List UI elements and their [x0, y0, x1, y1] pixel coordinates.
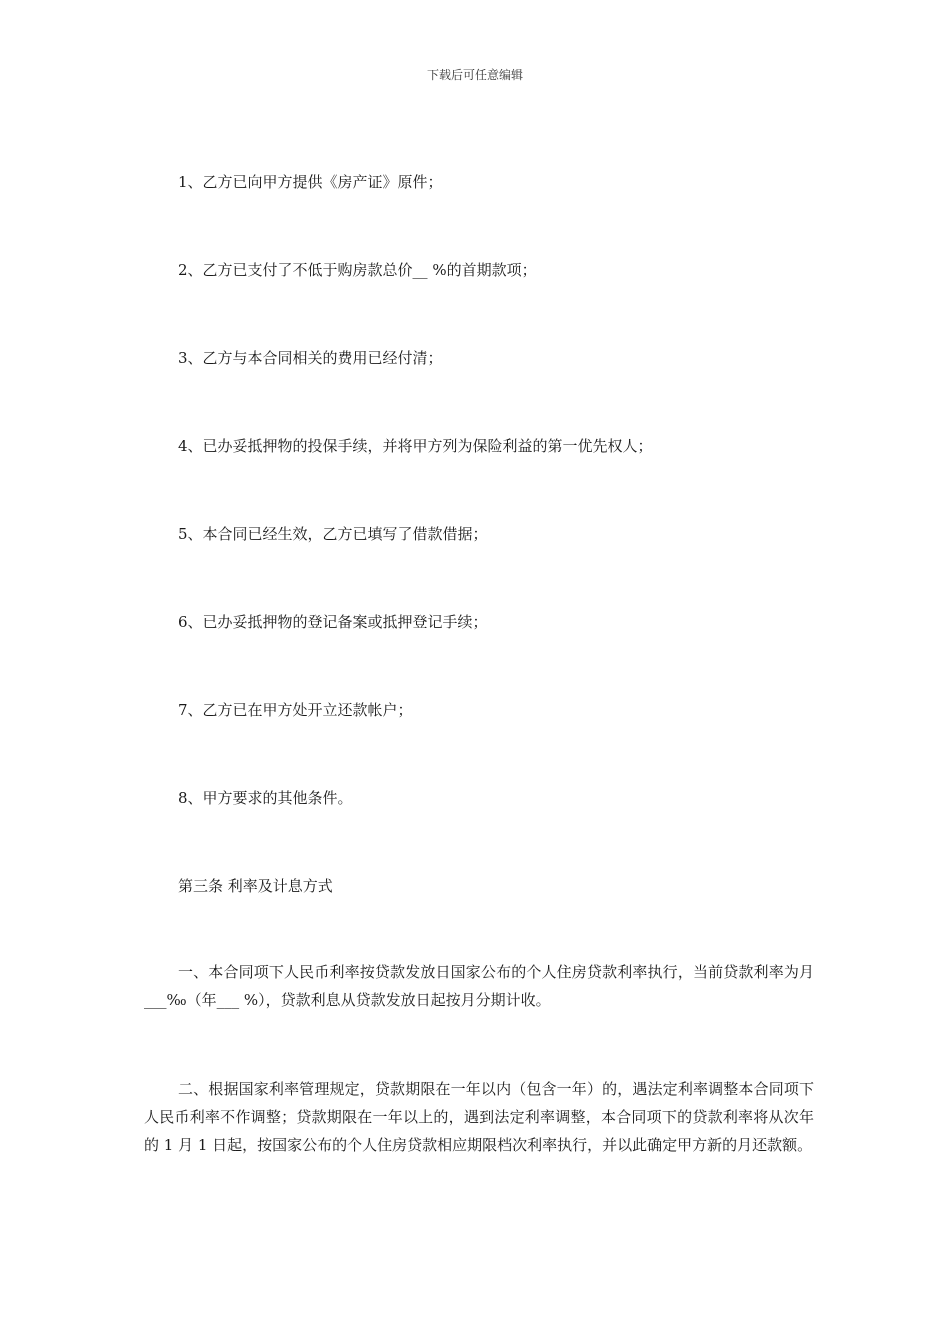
condition-8: 8、甲方要求的其他条件。 [178, 789, 353, 807]
article-title: 第三条 利率及计息方式 [178, 877, 333, 895]
condition-2: 2、乙方已支付了不低于购房款总价__ %的首期款项； [178, 261, 537, 279]
condition-4: 4、已办妥抵押物的投保手续，并将甲方列为保险利益的第一优先权人； [178, 437, 653, 455]
article-paragraph-1: 一、本合同项下人民币利率按贷款发放日国家公布的个人住房贷款利率执行，当前贷款利率为月 ___‰（年___ %），贷款利息从贷款发放日起按月分期计收。 [144, 963, 814, 1009]
condition-6: 6、已办妥抵押物的登记备案或抵押登记手续； [178, 613, 488, 631]
article-paragraph-2: 二、根据国家利率管理规定，贷款期限在一年以内（包含一年）的，遇法定利率调整本合同项下人民币利率不作调整；贷款期限在一年以上的，遇到法定利率调整，本合同项下的贷款利率将从次年的 1 月 1 日起，按国家公布的个人住房贷款相应期限档次利率执行，并以此确定甲方新的月还款额。 [144, 1080, 814, 1154]
condition-3: 3、乙方与本合同相关的费用已经付清； [178, 349, 443, 367]
condition-7: 7、乙方已在甲方处开立还款帐户； [178, 701, 413, 719]
condition-1: 1、乙方已向甲方提供《房产证》原件； [178, 173, 443, 191]
condition-5: 5、本合同已经生效，乙方已填写了借款借据； [178, 525, 488, 543]
page-header: 下载后可任意编辑 [426, 68, 523, 82]
